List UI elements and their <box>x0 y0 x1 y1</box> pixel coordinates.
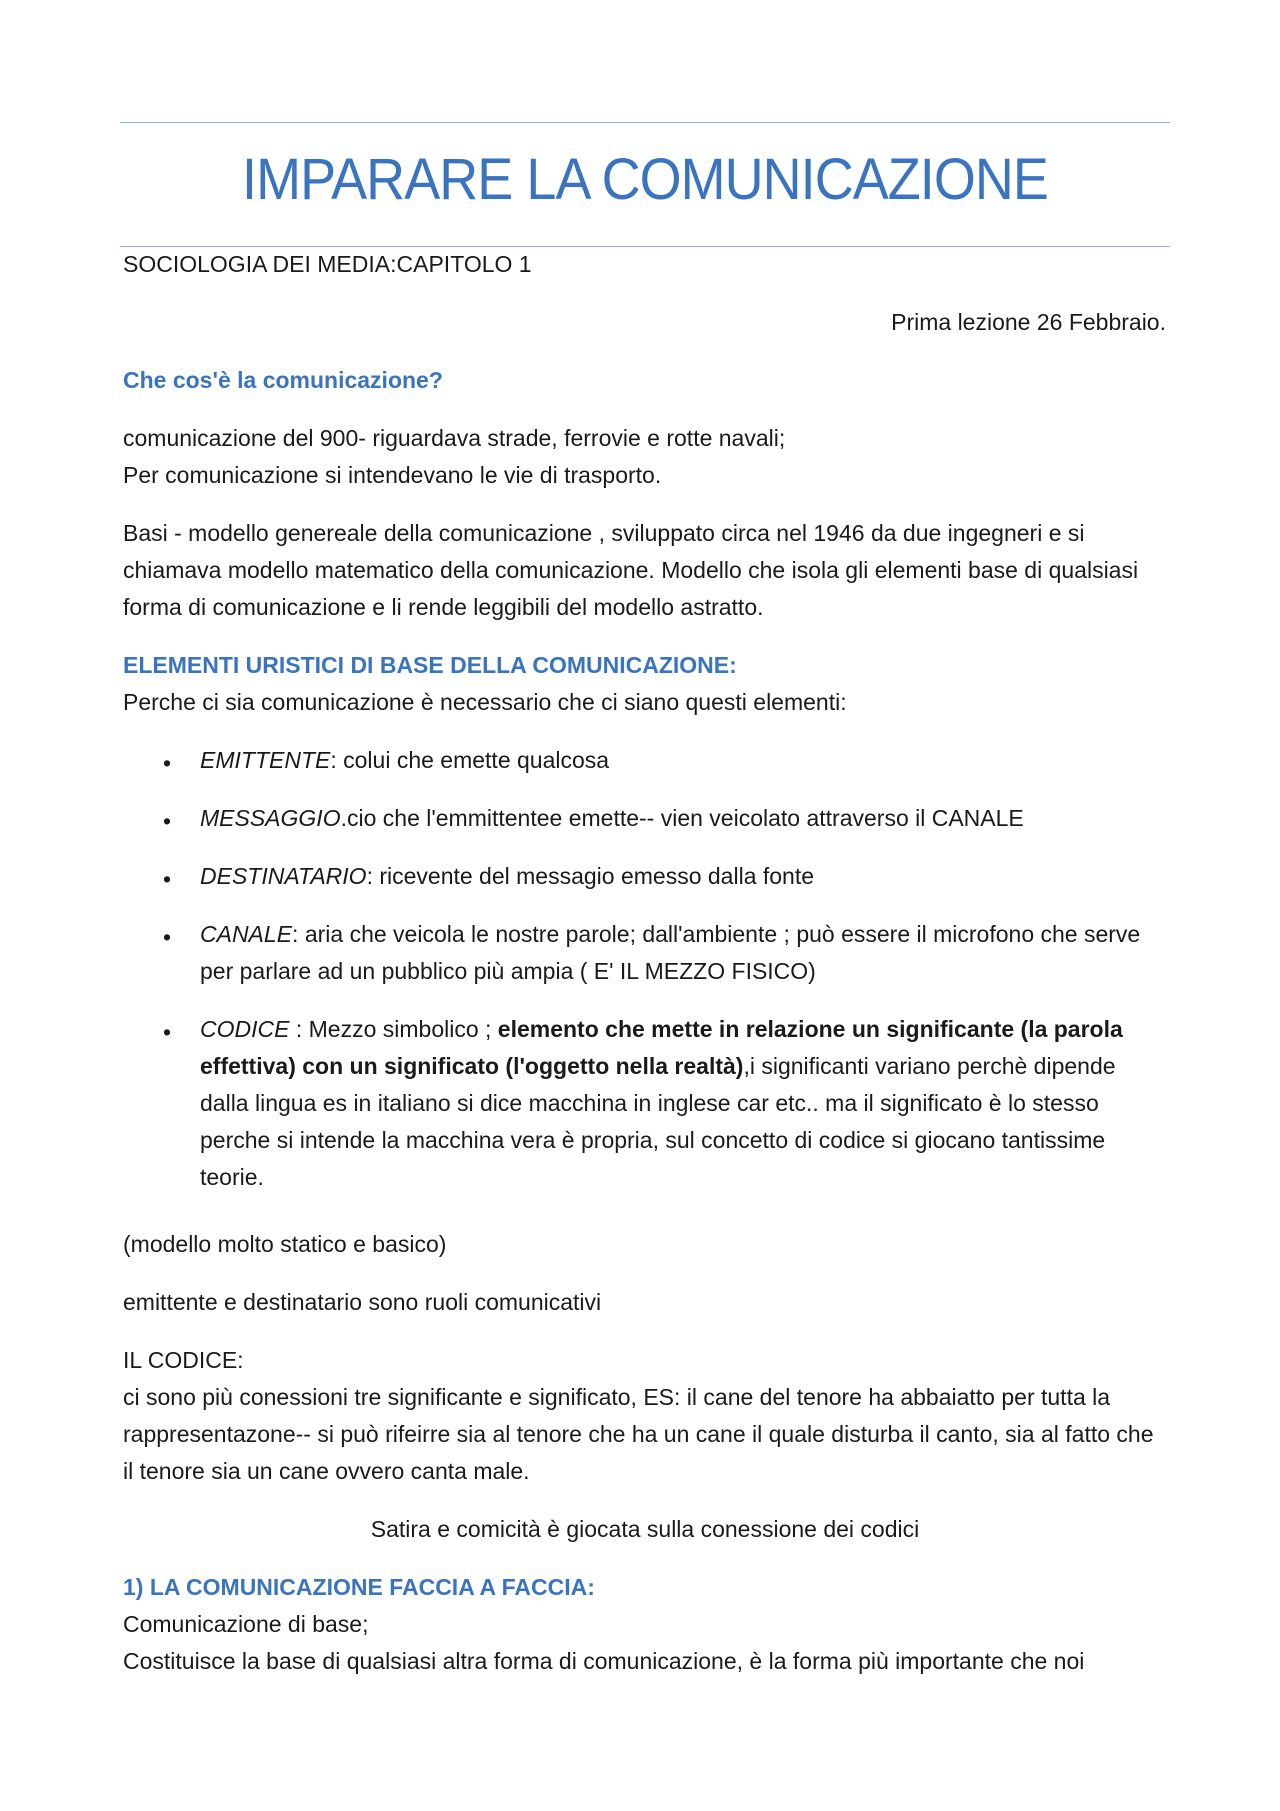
section-heading-elements: ELEMENTI URISTICI DI BASE DELLA COMUNICAZIONE: <box>123 652 737 678</box>
paragraph-line: Costituisce la base di qualsiasi altra forma di comunicazione, è la forma più importante che noi <box>123 1648 1085 1674</box>
bullet-text: teorie. <box>200 1164 264 1190</box>
section-heading-face-to-face: 1) LA COMUNICAZIONE FACCIA A FACCIA: <box>123 1574 595 1600</box>
paragraph-line: rappresentazone-- si può rifeirre sia al tenore che ha un cane il quale disturba il canto, sia al fatto che <box>123 1421 1154 1447</box>
bullet-item-destinatario <box>200 858 1160 895</box>
paragraph-line: Comunicazione di base; <box>123 1611 369 1637</box>
bullet-text: .cio che l'emmittentee emette-- vien veicolato attraverso il CANALE <box>340 805 1024 831</box>
bullet-term: MESSAGGIO <box>200 805 341 831</box>
top-rule <box>120 122 1170 123</box>
paragraph-line: il tenore sia un cane ovvero canta male. <box>123 1458 530 1484</box>
bullet-text: ,i significanti variano perchè dipende <box>743 1053 1116 1079</box>
paragraph-line: (modello molto statico e basico) <box>123 1231 447 1257</box>
bullet-text: : colui che emette qualcosa <box>330 747 610 773</box>
bullet-term: CANALE <box>200 921 293 947</box>
codice-heading: IL CODICE: <box>123 1347 244 1373</box>
section-heading-what-is: Che cos'è la comunicazione? <box>123 367 443 393</box>
bullet-marker: • <box>163 750 172 776</box>
bullet-term: EMITTENTE <box>200 747 331 773</box>
bullet-marker: • <box>163 808 172 834</box>
bullet-text: per parlare ad un pubblico più ampia ( E' IL MEZZO FISICO) <box>200 958 816 984</box>
bullet-term: DESTINATARIO <box>200 863 367 889</box>
bullet-bold-text: effettiva) con un significato (l'oggetto nella realtà) <box>200 1053 744 1079</box>
subtitle: SOCIOLOGIA DEI MEDIA:CAPITOLO 1 <box>123 251 532 277</box>
bullet-item-canale <box>200 916 1160 990</box>
paragraph-line: comunicazione del 900- riguardava strade, ferrovie e rotte navali; <box>123 425 786 451</box>
bullet-item-messaggio <box>200 800 1160 837</box>
paragraph-line: Per comunicazione si intendevano le vie di trasporto. <box>123 462 662 488</box>
paragraph-line: emittente e destinatario sono ruoli comunicativi <box>123 1289 602 1315</box>
paragraph-line: ci sono più conessioni tre significante e significato, ES: il cane del tenore ha abbaiatto per tutta la <box>123 1384 1111 1410</box>
bullet-text: : ricevente del messagio emesso dalla fonte <box>366 863 815 889</box>
bullet-bold-text: elemento che mette in relazione un significante (la parola <box>497 1016 1123 1042</box>
bullet-text: : Mezzo simbolico ; <box>289 1016 498 1042</box>
bullet-marker: • <box>163 1019 172 1045</box>
bullet-text: : aria che veicola le nostre parole; dall'ambiente ; può essere il microfono che serve <box>292 921 1141 947</box>
paragraph-line: Perche ci sia comunicazione è necessario che ci siano questi elementi: <box>123 689 847 715</box>
paragraph-line: forma di comunicazione e li rende leggibili del modello astratto. <box>123 594 764 620</box>
page-title: IMPARARE LA COMUNICAZIONE <box>242 147 1048 212</box>
bullet-item-codice <box>200 1011 1160 1196</box>
paragraph-line: chiamava modello matematico della comunicazione. Modello che isola gli elementi base di qualsiasi <box>123 557 1139 583</box>
bullet-text: dalla lingua es in italiano si dice macchina in inglese car etc.. ma il significato è lo stesso <box>200 1090 1099 1116</box>
paragraph-line: Basi - modello genereale della comunicazione , sviluppato circa nel 1946 da due ingegneri e si <box>123 520 1085 546</box>
date-note: Prima lezione 26 Febbraio. <box>891 309 1166 335</box>
bullet-term: CODICE <box>200 1016 290 1042</box>
bullet-marker: • <box>163 924 172 950</box>
bullet-item-emittente <box>200 742 1160 779</box>
bullet-text: perche si intende la macchina vera è propria, sul concetto di codice si giocano tantissime <box>200 1127 1106 1153</box>
bullet-marker: • <box>163 866 172 892</box>
centered-note: Satira e comicità è giocata sulla conessione dei codici <box>370 1516 920 1542</box>
